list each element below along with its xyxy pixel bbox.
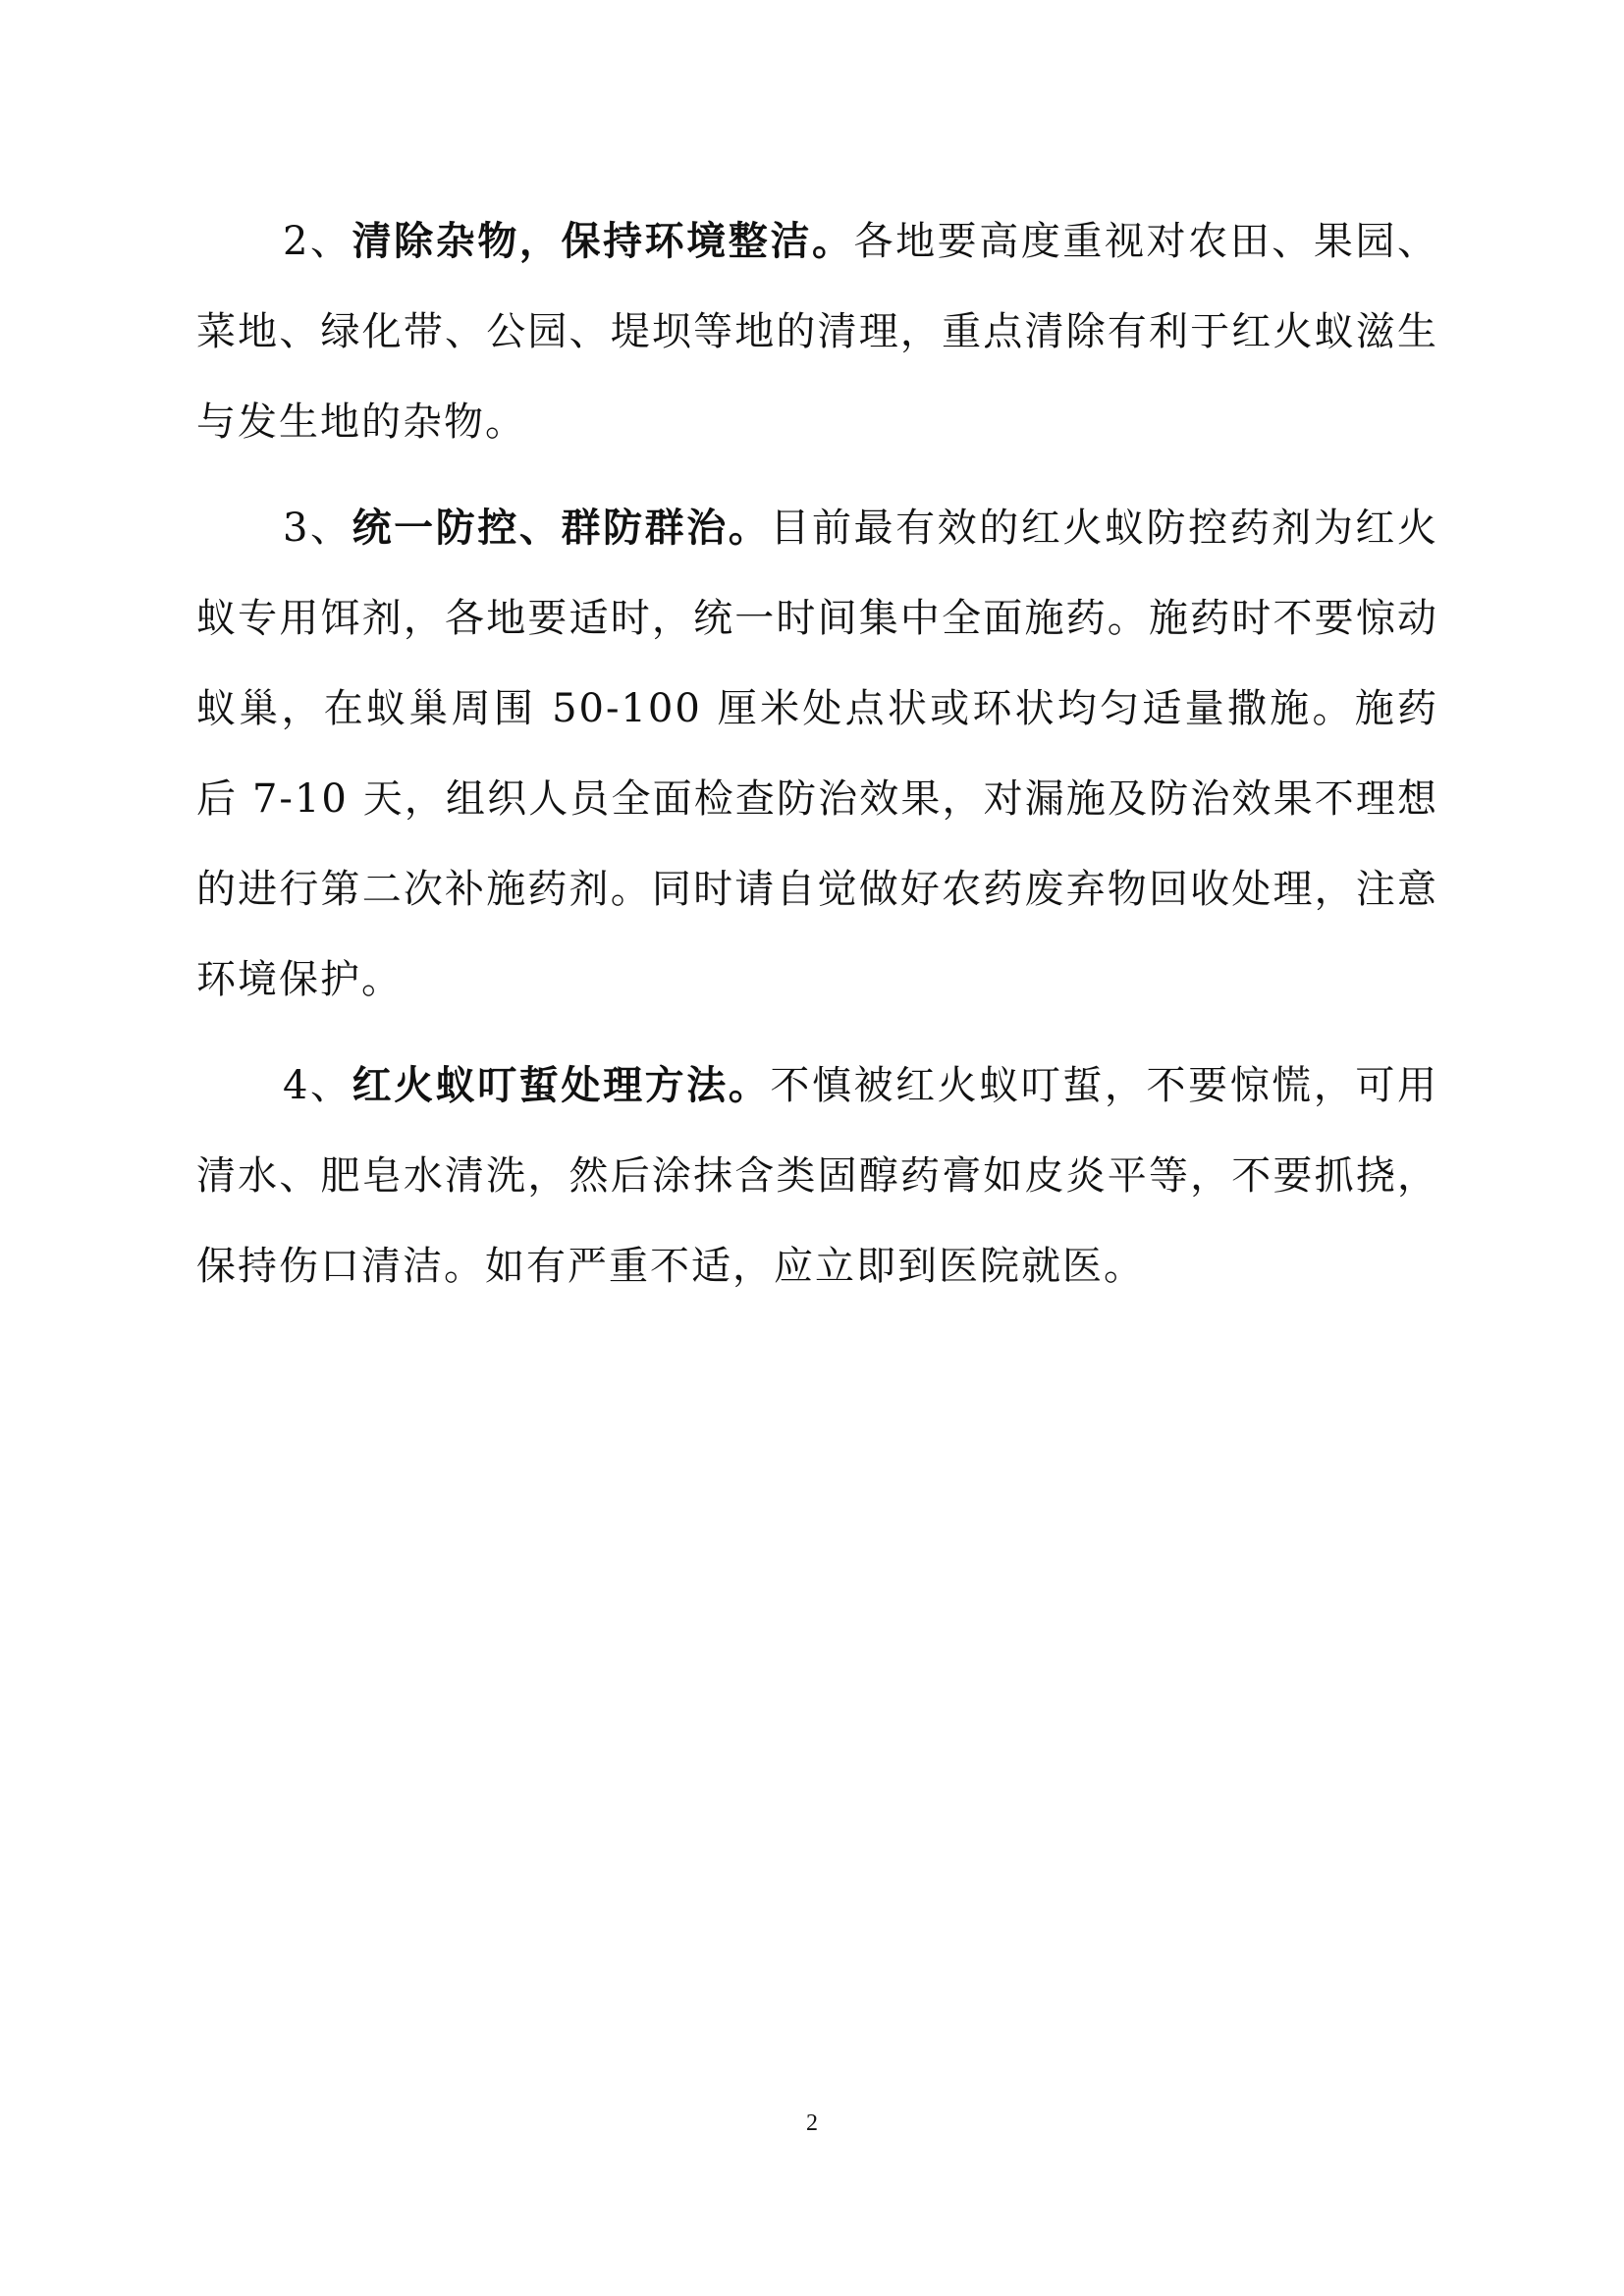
paragraph-heading: 清除杂物，保持环境整洁。 (352, 219, 854, 264)
paragraph-sting-treatment (196, 1041, 1438, 1311)
paragraph-number: 3、 (283, 506, 352, 551)
paragraph-number: 2、 (283, 219, 352, 264)
document-body (196, 196, 1438, 1327)
paragraph-text: 目前最有效的红火蚁防控药剂为红火蚁专用饵剂，各地要适时，统一时间集中全面施药。施药时不要惊动蚁巢，在蚁巢周围 50-100 厘米处点状或环状均匀适量撒施。施药后 7-10 天，组织人员全面检查防治效果，对漏施及防治效果不理想的进行第二次补施药剂。同时请自觉做好农药废弃物回收处理，注意环境保护。 (196, 506, 1439, 1002)
paragraph-heading: 统一防控、群防群治。 (352, 506, 771, 551)
paragraph-heading: 红火蚁叮蜇处理方法。 (352, 1063, 771, 1108)
page-number: 2 (806, 2110, 818, 2136)
paragraph-number: 4、 (283, 1063, 352, 1108)
paragraph-control (196, 483, 1438, 1025)
paragraph-text: 各地要高度重视对农田、果园、菜地、绿化带、公园、堤坝等地的清理，重点清除有利于红火蚁滋生与发生地的杂物。 (196, 219, 1439, 445)
paragraph-text: 不慎被红火蚁叮蜇，不要惊慌，可用清水、肥皂水清洗，然后涂抹含类固醇药膏如皮炎平等，不要抓挠，保持伤口清洁。如有严重不适，应立即到医院就医。 (196, 1063, 1439, 1289)
paragraph-cleanup (196, 196, 1438, 467)
